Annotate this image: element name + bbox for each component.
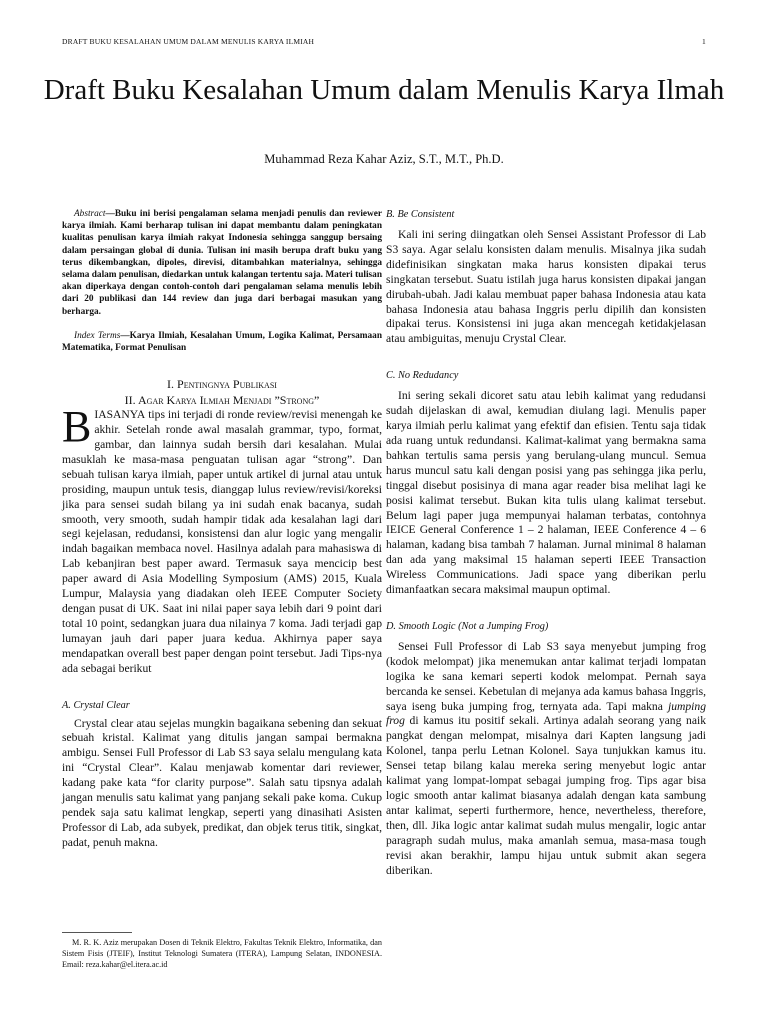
paper-title: Draft Buku Kesalahan Umum dalam Menulis Karya Ilmah <box>43 74 725 106</box>
footnote-text: M. R. K. Aziz merupakan Dosen di Teknik Elektro, Fakultas Teknik Elektro, Informatika, dan Sistem Fisis (JTEIF), Institut Teknologi Sumatera (ITERA), Lampung Selatan, INDONESIA. Email: reza.kahar@el.itera.ac.id <box>62 938 382 969</box>
footnote <box>62 932 382 970</box>
running-head <box>62 37 706 46</box>
footnote-rule <box>62 932 132 933</box>
subsection-c-text: Ini sering sekali dicoret satu atau lebih kalimat yang redudansi sudah dijelaskan di awal, kemudian diulang lagi. Menulis paper karya ilmiah perlu kalimat yang efektif dan efisien. Tentu saja tidak ada ruang untuk redundansi. Kalimat-kalimat yang bermakna sama bahkan tertulis sama persis yang berulang-ulang muncul. Semua harus muncul satu kali dengan posisi yang pas sehingga jika perlu, tinggal disebut posisinya di mana agar reader bisa melihat lagi ke posisi kalimat tersebut. Bukan kita tulis ulang kalimat tersebut. Belum lagi paper juga mempunyai halaman terbatas, contohnya IEICE General Conference 1 – 2 halaman, IEEE Conference 4 – 6 halaman, kadang bisa tambah 7 halaman. Jurnal minimal 8 halaman dan ada yang maksimal 15 halaman seperti IEEE Transaction Wireless Communications. Jadi space yang diberikan perlu dimanfaatkan secara maksimal maupun optimal. <box>386 389 706 597</box>
subsection-heading-d: D. Smooth Logic (Not a Jumping Frog) <box>386 620 549 632</box>
drop-cap: B <box>62 402 92 452</box>
index-terms-label: Index Terms <box>74 330 121 341</box>
right-column <box>386 208 706 878</box>
subsection-d-text-before: Sensei Full Professor di Lab S3 saya menyebut jumping frog (kodok melompat) jika menemukan antar kalimat terjadi lompatan logika ke sana kemari seperti kodok melompat. Pernah saya bercanda ke sensei. Kebetulan di mejanya ada kamus bahasa Inggris, saya iseng buka jumping frog, ternyata ada. Tapi makna <box>386 639 706 713</box>
abstract-label: Abstract <box>74 209 106 219</box>
page-number: 1 <box>702 37 706 46</box>
abstract <box>62 208 382 318</box>
subsection-d-emphasis: jumping frog <box>386 699 706 728</box>
index-terms-text: —Karya Ilmiah, Kesalahan Umum, Logika Kalimat, Persamaan Matematika, Format Penulisan <box>62 330 382 354</box>
section-heading-2: II. Agar Karya Ilmiah Menjadi ”Strong” <box>124 393 320 408</box>
intro-text: tips ini terjadi di ronde review/revisi menengah ke akhir. Setelah ronde awal masalah grammar, typo, format, gambar, dan lainnya sudah bersih dari kesalahan. Mulai masuklah ke masa-masa penguatan tulisan agar “strong”. Dan sebuah tulisan karya ilmiah, paper untuk artikel di jurnal atau untuk prosiding, maupun untuk tesis, dianggap lulus review/revisi/koreksi jika para sensei sudah bilang ya ini sudah enak bacanya, sudah smooth, very smooth, sudah hampir tidak ada kesalahan lagi dari segi kejelasan, redudansi, konsistensi dan alur logic yang mengalir indah bagaikan membaca novel. Hasilnya adalah para mahasiswa di Lab kebanjiran best paper award. Termasuk saya mencicip best paper award di Asia Modelling Symposium (AMS) 2015, Kuala Lumpur, Malaysia yang diadakan oleh IEEE Computer Society dengan pusat di UK. Saat ini nilai paper saya lebih dari 9 point dari total 10 point, sedangkan juara dua nilainya 7 koma. Jadi terjadi gap lumayan jauh dari paper juara kedua. Akhirnya paper saya mendapatkan overall best paper dengan point tersebut. Jadi Tips-nya ada sebagai berikut <box>62 408 382 675</box>
intro-first-words: IASANYA <box>94 408 146 422</box>
subsection-heading-a: A. Crystal Clear <box>62 699 130 711</box>
running-head-title: DRAFT BUKU KESALAHAN UMUM DALAM MENULIS KARYA ILMIAH <box>62 37 315 46</box>
left-column <box>62 208 382 851</box>
abstract-text: —Buku ini berisi pengalaman selama menjadi penulis dan reviewer karya ilmiah. Kami berharap tulisan ini dapat membantu dalam peningkatan kualitas penulisan karya ilmiah rakyat Indonesia sehingga sanggup bersaing dalam persaingan global di dunia. Tulisan ini masih berupa draft buku yang terus dikembangkan, dipoles, direvisi, ditambahkan materialnya, sehingga selama dalam penulisan, diedarkan untuk kalangan tertentu saja. Materi tulisan akan diperkaya dengan contoh-contoh dari pengalaman selama menulis lebih dari 20 publikasi dan 144 review dan juga dari berbagai masukan yang berharga. <box>62 209 382 317</box>
index-terms <box>62 330 382 354</box>
subsection-heading-c: C. No Redudancy <box>386 370 459 382</box>
author-line: Muhammad Reza Kahar Aziz, S.T., M.T., Ph.D. <box>264 152 504 166</box>
intro-paragraph <box>62 402 382 676</box>
subsection-heading-b: B. Be Consistent <box>386 209 455 220</box>
subsection-d-text-after: di kamus itu positif sekali. Artinya adalah seorang yang naik pangkat dengan melompat, misalnya dari Kapten langsung jadi Kolonel, tanpa perlu Letnan Kolonel. Saya tunjukkan kamus itu. Sensei tetap bilang kalau mereka sering menyebut logic antar kalimat yang lompat-lompat sebagai jumping frog. Tips agar bisa logic smooth antar kalimat biasanya adalah dengan kata sambung antar kalimat, seperti furthermore, hence, nevertheless, therefore, then, dll. Jika logic antar kalimat sudah mulus mengalir, logic antar paragraph sudah mulus, maka amanlah semua, masa-masa tough revisi akan berakhir, lampu hijau untuk submit akan segera diberikan. <box>386 714 706 877</box>
subsection-d-text <box>386 640 706 879</box>
subsection-b-text: Kali ini sering diingatkan oleh Sensei Assistant Professor di Lab S3 saya. Agar selalu konsisten dalam menulis. Misalnya jika sudah didefinisikan singkatan maka harus konsisten dipakai terus singkatan tersebut. Suatu istilah juga harus konsisten dipakai jangan dirubah-ubah. Jadi kalau membuat paper bahasa Indonesia atau kata bahasa Indonesia atau bahasa Inggris perlu dipilih dan konsisten dipakai terus. Konsistensi ini juga akan mencegah ketidakjelasan atau ambiguitas, menuju Crystal Clear. <box>386 228 706 346</box>
section-heading-1: I. Pentingnya Publikasi <box>167 377 277 392</box>
subsection-a-text: Crystal clear atau sejelas mungkin bagaikana sebening dan sekuat sebuah kristal. Kalimat yang ditulis jangan sampai bermakna ambigu. Sensei Full Professor di Lab S3 saya selalu mengulang kata ini “Crystal Clear”. Kalau menjawab komentar dari reviewer, kadang pake kata “for clarity purpose”. Salah satu tipsnya adalah jangan menulis satu kalimat yang panjang sekali pake koma. Cukup pendek saja satu kalimat lengkap, seperti yang dinasihati Asisten Professor di Lab, ada subyek, predikat, dan objek terus titik, singkat, padat, penuh makna. <box>62 716 382 849</box>
